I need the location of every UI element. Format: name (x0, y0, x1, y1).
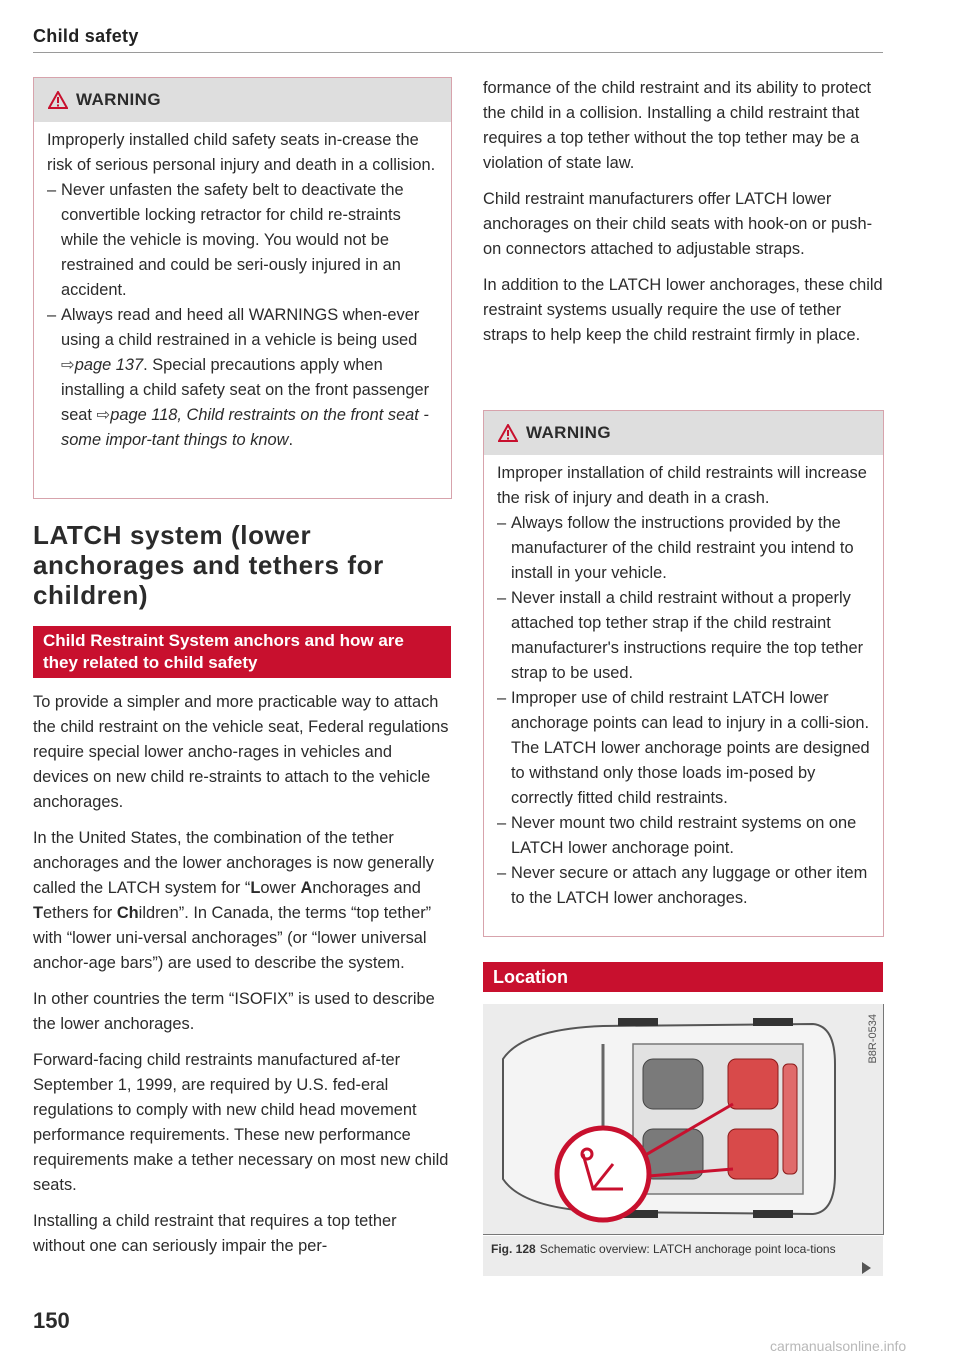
watermark: carmanualsonline.info (770, 1338, 907, 1354)
warning-item: – Never mount two child restraint systems on one LATCH lower anchorage point. (497, 811, 871, 861)
acronym-letter: L (250, 879, 261, 897)
text-span: nchorages and (312, 879, 421, 897)
page-reference-link[interactable]: page 118, Child restraints on the front seat - some impor-tant things to know (61, 406, 429, 449)
paragraph: Forward-facing child restraints manufactured af-ter September 1, 1999, are required by U.S. fed-eral regulations to comply with new child head movement performance requirements. These new performance requirements make a tether necessary on most new child seats. (33, 1051, 449, 1194)
warning-item-text: . Special precautions apply when installing a child safety seat on the front passenger seat (61, 356, 430, 424)
warning-label-1: WARNING (76, 90, 161, 109)
text-span: In the United States, the combination of the tether anchorages and the lower anchorages is now generally called the LATCH system for “ (33, 829, 434, 897)
warning-item-text: . (288, 431, 294, 449)
text-span: ower (260, 879, 301, 897)
warning-box-1 (33, 77, 452, 499)
warning-triangle-icon (48, 91, 68, 109)
paragraph: Child restraint manufacturers offer LATCH lower anchorages on their child seats with hook-on or push-on connectors attached to adjustable straps. (483, 190, 873, 258)
left-column (33, 690, 451, 1259)
figure-caption (483, 1236, 883, 1276)
warning-item: – Always follow the instructions provided by the manufacturer of the child restraint you intend to install in your vehicle. (497, 511, 871, 586)
warning-item: – Never install a child restraint without a properly attached top tether strap if the child restraint manufacturer's instructions require the top tether strap to be used. (497, 586, 871, 686)
warning-box-2 (483, 410, 884, 937)
section-title: LATCH system (lower anchorages and tethers for children) (33, 520, 384, 610)
xref-arrow-icon: ⇨ (61, 356, 75, 374)
warning-intro-2: Improper installation of child restraints will increase the risk of injury and death in a crash. (497, 464, 867, 507)
paragraph: To provide a simpler and more practicable way to attach the child restraint on the vehicle seat, Federal regulations require special lower ancho-rages in vehicles and devices on new child re-straints to attach to the vehicle anchorages. (33, 693, 449, 811)
warning-header-2 (484, 411, 883, 455)
text-span: ethers for (43, 904, 117, 922)
figure-caption-text: Schematic overview: LATCH anchorage point loca-tions (539, 1242, 836, 1256)
location-heading: Location (483, 962, 883, 992)
text-span: ildren”. In Canada, the terms “top tether” with “lower uni-versal anchorages” (or “lower universal anchor-age bars”) are used to describe the system. (33, 904, 432, 972)
warning-triangle-icon (498, 424, 518, 442)
page-number: 150 (33, 1308, 70, 1333)
warning-item-text: Always read and heed all WARNINGS when-ever using a child restrained in a vehicle is being used (61, 306, 420, 349)
acronym-letter: T (33, 904, 44, 922)
paragraph: In other countries the term “ISOFIX” is used to describe the lower anchorages. (33, 990, 435, 1033)
figure-number: Fig. 128 (491, 1242, 536, 1256)
paragraph: formance of the child restraint and its ability to protect the child in a collision. Installing a child restraint that requires a top tether without the top tether may be a violation of state law. (483, 79, 872, 172)
xref-arrow-icon: ⇨ (96, 406, 111, 424)
warning-header-1 (34, 78, 451, 122)
acronym-letter: A (300, 879, 313, 897)
figure-latch-locations (483, 1004, 884, 1235)
acronym-letter: Ch (116, 904, 139, 922)
page-reference-link[interactable]: page 137 (74, 356, 144, 374)
paragraph: In addition to the LATCH lower anchorages, these child restraint systems usually require the use of tether straps to help keep the child restraint firmly in place. (483, 276, 883, 344)
warning-item: – Never secure or attach any luggage or other item to the LATCH lower anchorages. (497, 861, 871, 911)
page-header-title: Child safety (33, 26, 139, 46)
warning-intro-1: Improperly installed child safety seats in-crease the risk of serious personal injury and death in a collision. (47, 131, 436, 174)
header-divider (33, 52, 883, 53)
warning-item: – Never unfasten the safety belt to deactivate the convertible locking retractor for child re-straints while the vehicle is moving. You would not be restrained and could be seri-ously injured in an accident. (47, 178, 439, 303)
warning-item (47, 303, 439, 453)
warning-label-2: WARNING (526, 423, 611, 442)
continue-arrow-icon (862, 1262, 871, 1274)
subheading-bar: Child Restraint System anchors and how are they related to child safety (33, 626, 451, 678)
warning-item: – Improper use of child restraint LATCH lower anchorage points can lead to injury in a colli-sion. The LATCH lower anchorage points are designed to withstand only those loads im-posed by correctly fitted child restraints. (497, 686, 871, 811)
car-schematic-illustration (483, 1004, 883, 1234)
paragraph: Installing a child restraint that requires a top tether without one can seriously impair the per- (33, 1212, 397, 1255)
paragraph (33, 826, 451, 976)
right-column (483, 76, 883, 348)
figure-code: B8R-0534 (867, 1014, 879, 1064)
